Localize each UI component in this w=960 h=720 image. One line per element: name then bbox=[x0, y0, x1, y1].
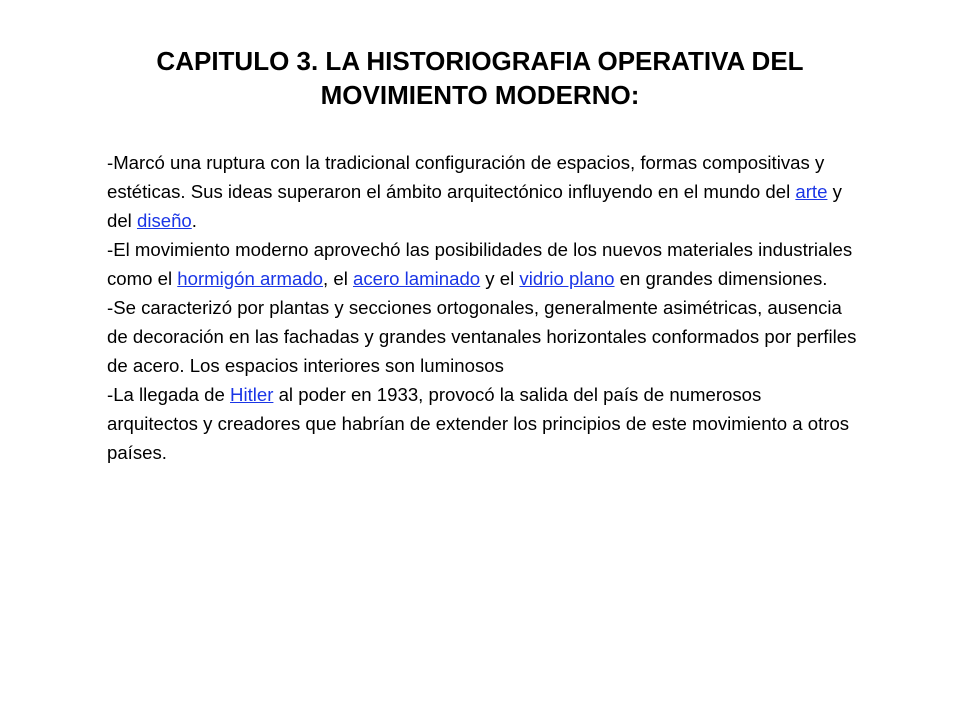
paragraph-ruptura bbox=[107, 148, 857, 235]
paragraph-text: -Marcó una ruptura con la tradicional configuración de espacios, formas compositivas y estéticas. Sus ideas superaron el ámbito arquitectónico influyendo en el mundo del bbox=[107, 152, 825, 202]
paragraph-text: , el bbox=[323, 268, 353, 289]
paragraph-text: . bbox=[191, 210, 197, 231]
link-arte[interactable]: arte bbox=[795, 181, 828, 202]
paragraph-text: -Se caracterizó por plantas y secciones ortogonales, generalmente asimétricas, ausencia de decoración en las fachadas y grandes ventanales horizontales conformados por perfiles de acero. Los espacios interiores son luminosos bbox=[107, 297, 857, 376]
paragraph-text: -El movimiento moderno aprovechó las posibilidades de los nuevos materiales industriales como el bbox=[107, 239, 853, 289]
link-hitler[interactable]: Hitler bbox=[230, 384, 274, 405]
slide-body bbox=[107, 148, 857, 467]
link-hormigon-armado[interactable]: hormigón armado bbox=[177, 268, 324, 289]
slide-title-line-2: MOVIMIENTO MODERNO: bbox=[320, 80, 640, 110]
paragraph-text: y del bbox=[107, 181, 842, 231]
paragraph-text: y el bbox=[480, 268, 520, 289]
link-vidrio-plano[interactable]: vidrio plano bbox=[519, 268, 615, 289]
link-diseno[interactable]: diseño bbox=[136, 210, 192, 231]
slide-title-line-1: CAPITULO 3. LA HISTORIOGRAFIA OPERATIVA DEL bbox=[156, 46, 804, 76]
paragraph-caracteristicas bbox=[107, 293, 857, 380]
paragraph-text: en grandes dimensiones. bbox=[614, 268, 828, 289]
paragraph-materiales bbox=[107, 235, 857, 293]
slide-title bbox=[80, 44, 880, 112]
link-acero-laminado[interactable]: acero laminado bbox=[353, 268, 481, 289]
paragraph-text: al poder en 1933, provocó la salida del país de numerosos arquitectos y creadores que habrían de extender los principios de este movimiento a otros países. bbox=[107, 384, 850, 463]
paragraph-text: -La llegada de bbox=[107, 384, 231, 405]
paragraph-hitler bbox=[107, 380, 857, 467]
